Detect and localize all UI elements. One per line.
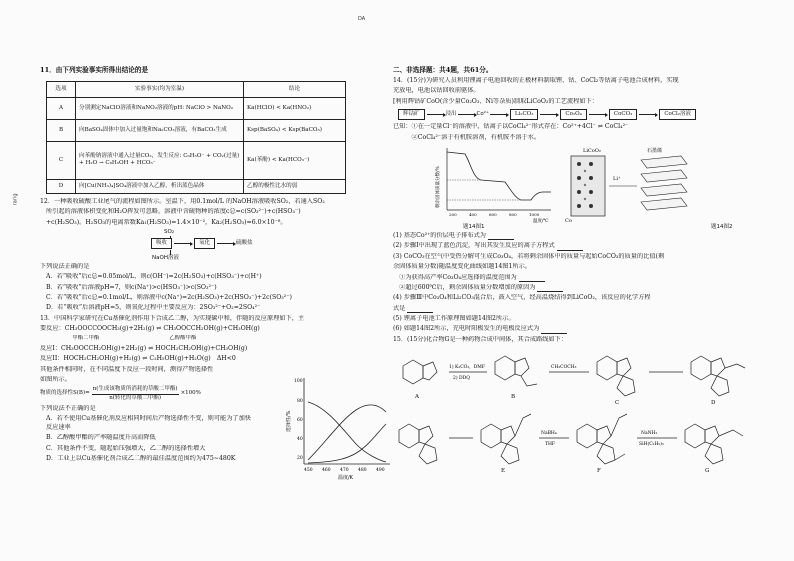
q15-title: 15．(15分)化合物G是一种药物合成中间体，其合成路线如下： bbox=[393, 335, 568, 343]
x-tick: 200 bbox=[449, 212, 457, 218]
q12-options-title: 下列说法正确的是 bbox=[40, 262, 90, 270]
q14-line: 充放电，电池以钴回收前驱体。 bbox=[393, 87, 480, 95]
reagent-label: 1) K₂CO₃，DMF bbox=[449, 365, 485, 371]
fig2-caption: 题14图2 bbox=[711, 224, 733, 231]
answer-blank[interactable] bbox=[557, 245, 583, 251]
reagent-label: CH₃COCH₃ bbox=[551, 365, 577, 371]
row-fact: 分别测定NaClO溶液和NaNO₂溶液的pH: NaClO > NaNO₂ bbox=[76, 97, 244, 119]
formula-fraction bbox=[92, 386, 179, 402]
molecule-label: G bbox=[705, 468, 710, 475]
q12-option: A．若“吸收”后c总=0.05mol/L，则c(OH⁻)=2c(H₂SO₃)+c(HSO₃⁻)+c(H⁺) bbox=[46, 273, 262, 281]
q14-sub-text: (1) 基态Co²⁺的价层电子排布式为 bbox=[393, 232, 486, 240]
q13-formula bbox=[40, 386, 250, 402]
row-fact: 向苯酚钠溶液中通入过量CO₂，发生反应: C₆H₅O⁻ + CO₂(过量) + H₂O → C₆H₅OH + HCO₃⁻ bbox=[76, 141, 244, 179]
q11-table-header bbox=[47, 81, 346, 97]
y-tick: 20 bbox=[297, 456, 303, 461]
q12-flow-diagram bbox=[150, 229, 400, 263]
q15-synthesis-route bbox=[393, 346, 761, 476]
formula-label: 物质的选择性S(B)= bbox=[40, 390, 90, 397]
table-row bbox=[47, 119, 346, 141]
reagent-label: 2) DDQ bbox=[453, 376, 470, 382]
flow-arrow bbox=[490, 114, 508, 115]
table-row bbox=[47, 97, 346, 119]
formula-denominator: n(转化的草酸二甲酯) bbox=[109, 394, 162, 401]
q13-line: 反应II：HOCH₂CH₂OH(g)+H₂(g) ⇌ C₂H₅OH(g)+H₂O(g) ΔH<0 bbox=[40, 355, 236, 363]
q14-sub-text: ②超过600℃后，剩余固体质量分数增加的原因为 bbox=[393, 283, 536, 291]
chart-ylabel: 选择性/% bbox=[286, 410, 292, 432]
x-tick: 480 bbox=[358, 468, 367, 473]
x-tick: 400 bbox=[469, 212, 477, 218]
left-column bbox=[12, 16, 400, 481]
x-tick: 600 bbox=[489, 212, 497, 218]
q14-sub bbox=[393, 274, 761, 282]
molecule-label: D bbox=[711, 400, 716, 407]
flow-box: CoCl₂溶液 bbox=[659, 109, 696, 120]
q13-line: 其他条件相同时，在不同温度下反应一段时间，测得产物选择性 bbox=[40, 365, 214, 373]
fig1-ylabel: 剩余固体质量分数/% bbox=[436, 166, 441, 209]
fig2-label: Li⁺ bbox=[613, 176, 621, 183]
series-methyl-glycolate bbox=[308, 405, 386, 460]
fig1-xlabel: 温度/℃ bbox=[533, 219, 549, 225]
flow-naoh-label: NaOH溶液 bbox=[152, 254, 179, 261]
flow-arrow bbox=[589, 114, 607, 115]
flow-so2-label: SO₂ bbox=[164, 228, 175, 235]
flow-arrow bbox=[540, 114, 558, 115]
flow-arrow bbox=[639, 114, 657, 115]
q12-option: B．若“吸收”后溶液pH=7，则c(Na⁺)>c(HSO₃⁻)>c(SO₃²⁻) bbox=[46, 283, 217, 291]
y-tick: 100 bbox=[294, 379, 303, 384]
oxidize-box: 氧化 bbox=[194, 238, 215, 249]
q13-option: B．乙醇酸甲酯的产率随温度升高而降低 bbox=[46, 434, 156, 442]
q14-sub bbox=[393, 305, 761, 313]
row-label: B bbox=[47, 119, 76, 141]
formula-numerator: n(生成该物质所消耗的草酸二甲酯) bbox=[92, 386, 179, 394]
q14-sub-text: ①为获得高产率Co₃O₄应选择的温度范围为 bbox=[393, 273, 517, 281]
molecule-label: B bbox=[511, 394, 516, 401]
table-header-cell: 实验事实(均为室温) bbox=[76, 81, 244, 97]
electrode-left bbox=[571, 156, 605, 216]
q12-line: +c(H₂SO₃)。H₂SO₃的电离常数Ka₁(H₂SO₃)=1.4×10⁻²，Ka₂(H₂SO₃)=6.0×10⁻⁸。 bbox=[46, 218, 287, 226]
q12-option: C．若“吸收”后c总=0.1mol/L，则溶液中c(Na⁺)=2c(H₂SO₃)+2c(HSO₃⁻)+2c(SO₃²⁻) bbox=[46, 294, 292, 302]
q14-sub: (4) 步骤Ⅲ中Co₃O₄和Li₂CO₃混合后，鼓入空气，经高温烧结得到LiCoO₂，该反应的化学方程 bbox=[393, 294, 651, 302]
q14-fig1-chart bbox=[435, 144, 555, 224]
q14-sub-text: (6) 如题14图2所示，充电时阳极发生的电极反应式为 bbox=[393, 325, 540, 333]
row-result: Ka(苯酚) < Ka(HCO₃⁻) bbox=[244, 141, 346, 179]
q14-figures bbox=[393, 144, 761, 232]
flow-output: 硫酸盐 bbox=[236, 239, 253, 246]
answer-blank[interactable] bbox=[537, 286, 563, 292]
section-title: 二、非选择题：共4题，共61分。 bbox=[393, 66, 493, 74]
chart-xlabel: 温度/K bbox=[338, 475, 353, 481]
q12-line: 所引起的溶液体积变化和H₂O挥发可忽略，溶液中含硫物种的浓度c总=c(SO₃²⁻)+c(HSO₃⁻) bbox=[46, 208, 301, 216]
molecule-label: F bbox=[597, 468, 601, 475]
answer-blank[interactable] bbox=[488, 234, 514, 240]
row-result: Ksp(BaSO₄) < Ksp(BaCO₃) bbox=[244, 119, 346, 141]
answer-blank[interactable] bbox=[541, 328, 567, 334]
row-label: D bbox=[47, 179, 76, 193]
flow-step: 浸出 bbox=[445, 110, 457, 117]
q13-line: 13．中国科学家研究在Cu基催化剂作用下合成乙二醇，为实现碳中和，伴随的反应原理如下，主 bbox=[40, 314, 305, 322]
q13-option: D．工业上以Cu基催化剂合成乙二醇的最佳温度范围约为475~480K bbox=[46, 454, 236, 462]
q13-line: 如图所示。 bbox=[40, 375, 71, 383]
x-tick: 450 bbox=[304, 468, 313, 473]
fig2-label: Co bbox=[565, 218, 572, 225]
right-column bbox=[393, 66, 761, 476]
row-result: Ka(HClO) < Ka(HNO₂) bbox=[244, 97, 346, 119]
reagent-label: NaBH₄ bbox=[541, 431, 557, 437]
answer-blank[interactable] bbox=[519, 276, 545, 282]
molecule-label: E bbox=[501, 468, 506, 475]
q14-sub bbox=[393, 232, 761, 240]
q14-line: [利用辉钴矿CoO(含少量Co₂O₃、Ni等杂质)制取LiCoO₂的工艺流程如下： bbox=[393, 97, 598, 105]
q14-sub: (3) CoCO₃在空气中受热分解可生成Co₃O₄，若将剩余固体中的质量与起始CoCO₃的质量的比值(剩 bbox=[393, 252, 665, 260]
q14-sub bbox=[393, 242, 761, 250]
q14-line: 14．(15分)为研究人员利用锂离子电池回收的正极材料制取锂、钴、CoCl₂等钴离子电池合成材料，实现 bbox=[393, 76, 679, 84]
q12-line: 12．一种吸收硫酸工业尾气的流程如图所示。室温下，用0.1mol/L 的NaOH溶液吸收SO₂，若通入SO₂ bbox=[40, 197, 325, 205]
y-tick: 60 bbox=[297, 418, 303, 423]
q14-known: 已知：①在一定量Cl⁻的溶液中，钴离子以CoCl₄²⁻形式存在：Co²⁺+4Cl⁻ ⇌ CoCl₄²⁻ bbox=[393, 123, 629, 131]
q11-title: 11．由下列实验事实所得出结论的是 bbox=[40, 66, 149, 74]
row-label: C bbox=[47, 141, 76, 179]
q13-option: C．其他条件不变，随起始压强增大，乙二醇的选择性增大 bbox=[46, 444, 206, 452]
molecule-f bbox=[577, 414, 627, 464]
q14-sub: (5) 锂离子电池工作原理图如题14图2所示。 bbox=[393, 314, 515, 322]
flow-row bbox=[150, 238, 253, 249]
absorb-box: 吸收 bbox=[151, 238, 172, 249]
molecule-d2 bbox=[399, 424, 437, 464]
graphene-layers bbox=[641, 156, 687, 210]
flow-box: Co₃O₄ bbox=[560, 109, 586, 120]
q14-sub bbox=[393, 284, 761, 292]
q11-table bbox=[46, 81, 346, 194]
table-header-cell: 结论 bbox=[244, 81, 346, 97]
q14-fig2-diagram bbox=[561, 144, 691, 224]
molecule-g bbox=[685, 424, 743, 464]
molecule-b bbox=[495, 356, 537, 386]
q13-options-title: 下列说法不正确的是 bbox=[40, 405, 96, 413]
q14-sub: 余固体质量分数)随温度变化曲线如题14图1所示。 bbox=[393, 263, 531, 271]
row-fact: 向[Cu(NH₃)₄]SO₄溶液中加入乙醇，析出蓝色晶体 bbox=[76, 179, 244, 193]
flow-arrow bbox=[217, 243, 235, 244]
x-tick: 1000 bbox=[529, 212, 540, 218]
y-tick: 80 bbox=[297, 399, 303, 404]
answer-blank[interactable] bbox=[407, 307, 433, 313]
molecule-a bbox=[403, 360, 437, 384]
q13-option: A．若不使用Cu基催化剂反应相同时间后产物选择性不变，则可能为了加快反应速率 bbox=[46, 415, 251, 431]
fig1-curve bbox=[447, 152, 551, 200]
table-header-cell: 选项 bbox=[47, 81, 76, 97]
reagent-label: NaNH₂ bbox=[641, 431, 658, 437]
row-result: 乙醇的极性比水的弱 bbox=[244, 179, 346, 193]
q14-known: ②CoCl₄²⁻溶于有机胺溶剂，有机胺不溶于水。 bbox=[393, 133, 541, 141]
flow-box: CoCO₃ bbox=[609, 109, 637, 120]
x-tick: 490 bbox=[376, 468, 385, 473]
formula-tail: ×100% bbox=[180, 390, 201, 397]
q13-line: 甲酯二甲酯 乙醇酸甲酯 bbox=[40, 335, 197, 342]
flow-step: Co²⁺ bbox=[476, 110, 489, 117]
x-tick: 460 bbox=[322, 468, 331, 473]
q14-sub-text: (2) 步骤Ⅰ中出现了蓝色沉淀，写出其发生反应的离子方程式 bbox=[393, 242, 555, 250]
molecule-e bbox=[481, 414, 531, 464]
y-tick: 40 bbox=[297, 437, 303, 442]
flow-arrow bbox=[427, 114, 445, 115]
q13-line: 反应I：CH₃OOCCH₂OH(g)+2H₂(g) ⇌ HOCH₂CH₂OH(g)+CH₃OH(g) bbox=[40, 344, 248, 352]
series-ethylene-glycol bbox=[308, 402, 386, 462]
table-row bbox=[47, 179, 346, 193]
handwriting-mark: DA bbox=[358, 16, 366, 22]
reagent-label: SiH(C₂H₅)₃ bbox=[639, 442, 664, 448]
x-tick: 470 bbox=[340, 468, 349, 473]
molecule-label: A bbox=[415, 394, 419, 401]
reagent-label: THF bbox=[545, 442, 556, 448]
q12-option: D．若“吸收”后溶液pH=5，则氧化过程中主要反应为：2SO₃²⁻+O₂=2SO₄²⁻ bbox=[46, 304, 261, 312]
flow-arrow bbox=[458, 114, 476, 115]
q14-process-flow bbox=[397, 109, 761, 120]
q14-sub-text: 式是 bbox=[393, 304, 406, 312]
q14-sub bbox=[393, 325, 761, 333]
q13-line: 要反应：CH₃OOCCOOCH₃(g)+2H₂(g) ⇌ CH₃OOCCH₂OH(g)+CH₃OH(g) bbox=[40, 325, 260, 333]
x-tick: 800 bbox=[509, 212, 517, 218]
fig2-label: LiCoO₂ bbox=[583, 148, 601, 155]
row-fact: 向BaSO₄固体中加入过量饱和Na₂CO₃溶液，有BaCO₃生成 bbox=[76, 119, 244, 141]
fig1-caption: 题14图1 bbox=[463, 224, 485, 231]
flow-arrow bbox=[174, 243, 192, 244]
fig2-label: 石墨烯 bbox=[647, 148, 663, 155]
molecule-c bbox=[597, 356, 635, 396]
row-label: A bbox=[47, 97, 76, 119]
molecule-d bbox=[691, 356, 745, 396]
series-ethanol bbox=[308, 424, 386, 463]
table-row bbox=[47, 141, 346, 179]
q13-selectivity-chart bbox=[286, 372, 396, 482]
flow-box: 辉钴矿 bbox=[398, 109, 425, 120]
handwriting-mark: rarig bbox=[12, 193, 19, 206]
flow-box: Li₂CO₃ bbox=[510, 109, 539, 120]
molecule-label: C bbox=[615, 400, 620, 407]
